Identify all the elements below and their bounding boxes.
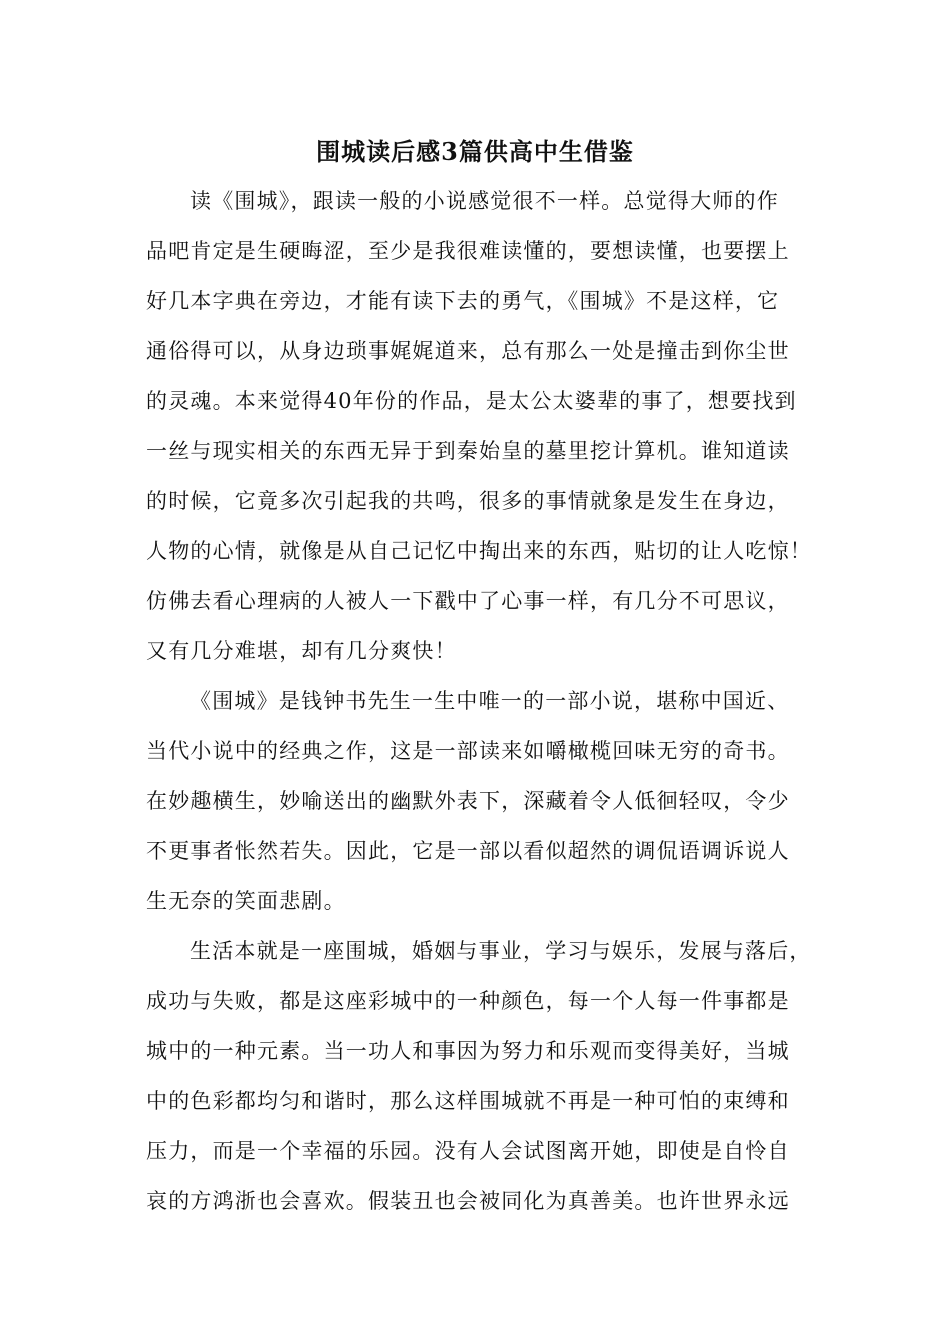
document-title: 围城读后感3篇供高中生借鉴 bbox=[316, 137, 634, 166]
text-line: 生活本就是一座围城，婚姻与事业，学习与娱乐，发展与落后， bbox=[190, 939, 812, 963]
text-line: 读《围城》，跟读一般的小说感觉很不一样。总觉得大师的作 bbox=[190, 189, 779, 213]
text-line: 一丝与现实相关的东西无异于到秦始皇的墓里挖计算机。谁知道读 bbox=[146, 439, 790, 463]
text-line: 通俗得可以，从身边琐事娓娓道来，总有那么一处是撞击到你尘世 bbox=[146, 339, 790, 363]
text-line: 不更事者怅然若失。因此，它是一部以看似超然的调侃语调诉说人 bbox=[146, 839, 790, 863]
text-line: 人物的心情，就像是从自己记忆中掏出来的东西，贴切的让人吃惊！ bbox=[146, 539, 812, 563]
text-line: 的时候，它竟多次引起我的共鸣，很多的事情就象是发生在身边， bbox=[146, 489, 790, 513]
text-line: 成功与失败，都是这座彩城中的一种颜色，每一个人每一件事都是 bbox=[146, 989, 790, 1013]
text-line: 《围城》是钱钟书先生一生中唯一的一部小说，堪称中国近、 bbox=[190, 689, 790, 713]
text-line: 生无奈的笑面悲剧。 bbox=[146, 889, 346, 913]
text-line: 品吧肯定是生硬晦涩，至少是我很难读懂的，要想读懂，也要摆上 bbox=[146, 239, 790, 263]
text-line: 中的色彩都均匀和谐时，那么这样围城就不再是一种可怕的束缚和 bbox=[146, 1089, 790, 1113]
text-line: 城中的一种元素。当一功人和事因为努力和乐观而变得美好，当城 bbox=[146, 1039, 790, 1063]
text-line: 哀的方鸿浙也会喜欢。假装丑也会被同化为真善美。也许世界永远 bbox=[146, 1189, 790, 1213]
text-line: 压力，而是一个幸福的乐园。没有人会试图离开她，即使是自怜自 bbox=[146, 1139, 790, 1163]
text-line: 仿佛去看心理病的人被人一下戳中了心事一样，有几分不可思议， bbox=[146, 589, 790, 613]
text-line: 又有几分难堪，却有几分爽快！ bbox=[146, 639, 457, 663]
text-line: 在妙趣横生，妙喻送出的幽默外表下，深藏着令人低徊轻叹，令少 bbox=[146, 789, 790, 813]
text-line: 当代小说中的经典之作，这是一部读来如嚼橄榄回味无穷的奇书。 bbox=[146, 739, 790, 763]
text-line: 好几本字典在旁边，才能有读下去的勇气，《围城》不是这样，它 bbox=[146, 289, 780, 313]
text-line: 的灵魂。本来觉得40年份的作品，是太公太婆辈的事了，想要找到 bbox=[146, 389, 797, 413]
